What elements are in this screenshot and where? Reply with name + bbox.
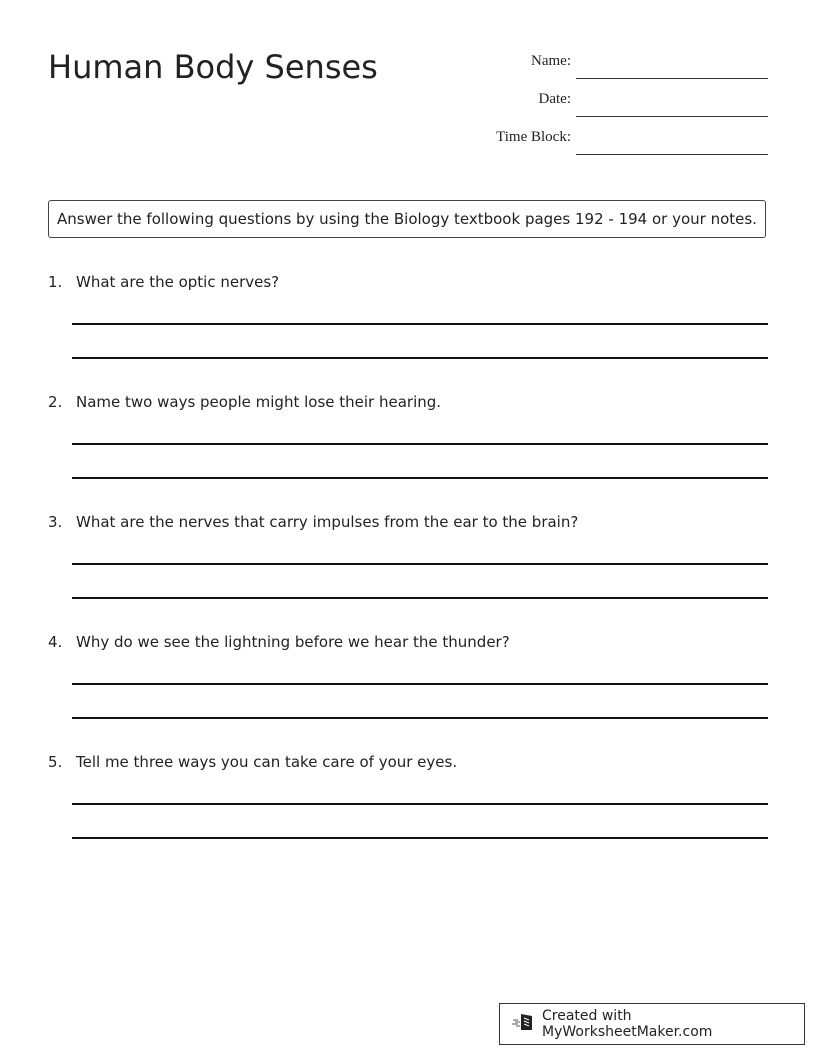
worksheet-maker-logo-icon — [512, 1012, 542, 1036]
date-field[interactable] — [470, 91, 768, 111]
answer-line[interactable] — [72, 803, 768, 805]
question-number: 3. — [48, 513, 63, 531]
answer-line[interactable] — [72, 357, 768, 359]
date-label: Date: — [538, 91, 571, 107]
date-input-line[interactable] — [576, 116, 768, 117]
answer-line[interactable] — [72, 597, 768, 599]
name-field[interactable] — [470, 53, 768, 73]
time-block-field[interactable] — [470, 129, 768, 149]
page-title: Human Body Senses — [48, 48, 378, 86]
name-input-line[interactable] — [576, 78, 768, 79]
question-number: 5. — [48, 753, 63, 771]
answer-line[interactable] — [72, 683, 768, 685]
question-number: 4. — [48, 633, 63, 651]
question-number: 1. — [48, 273, 63, 291]
question-text: Why do we see the lightning before we hear the thunder? — [76, 633, 510, 651]
answer-line[interactable] — [72, 477, 768, 479]
question-text: Name two ways people might lose their hearing. — [76, 393, 442, 411]
footer-credit[interactable] — [499, 1003, 805, 1045]
answer-line[interactable] — [72, 443, 768, 445]
instructions-box: Answer the following questions by using the Biology textbook pages 192 - 194 or your notes. — [48, 200, 766, 238]
question-text: What are the optic nerves? — [76, 273, 280, 291]
question-text: What are the nerves that carry impulses from the ear to the brain? — [76, 513, 579, 531]
footer-text: Created with MyWorksheetMaker.com — [542, 1008, 713, 1040]
answer-line[interactable] — [72, 717, 768, 719]
question-number: 2. — [48, 393, 63, 411]
answer-line[interactable] — [72, 837, 768, 839]
question-text: Tell me three ways you can take care of your eyes. — [76, 753, 458, 771]
time-block-input-line[interactable] — [576, 154, 768, 155]
time-block-label: Time Block: — [496, 129, 571, 145]
answer-line[interactable] — [72, 323, 768, 325]
answer-line[interactable] — [72, 563, 768, 565]
name-label: Name: — [531, 53, 571, 69]
